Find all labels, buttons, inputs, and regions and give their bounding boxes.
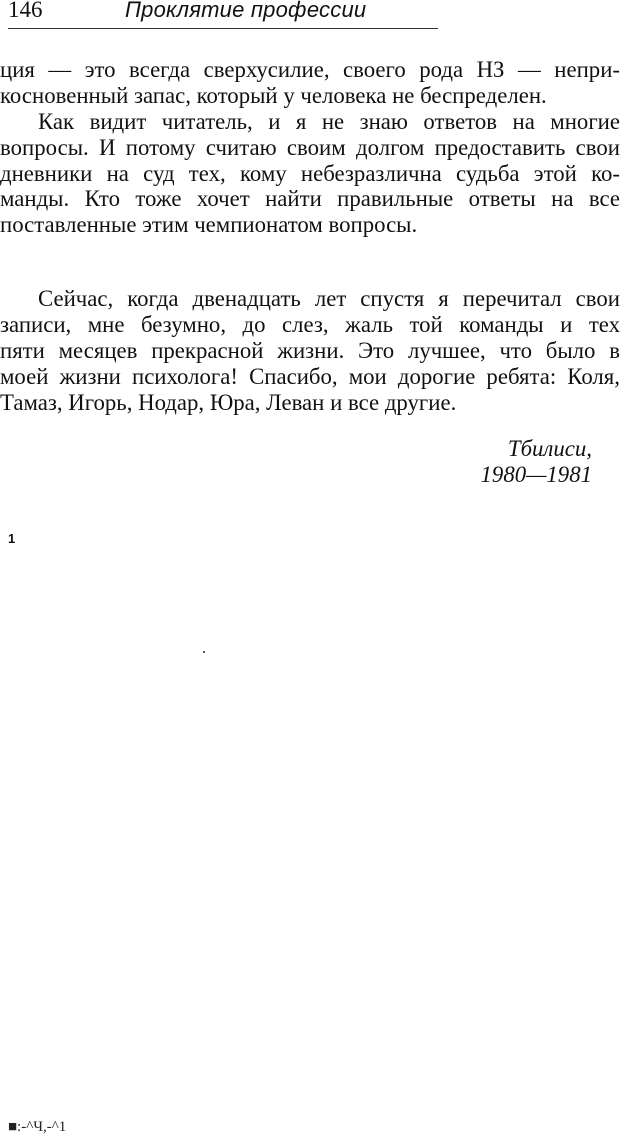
page-number: 146: [8, 0, 43, 22]
signature-block: [481, 436, 592, 488]
footnote-mark: 1: [8, 531, 16, 546]
text-line: вопросы. И потому считаю своим долгом предоставить свои: [0, 134, 620, 160]
signature-place: Тбилиси,: [507, 436, 592, 461]
running-header: [8, 0, 438, 29]
text-line: ция — это всегда сверхусилие, своего рода НЗ — непри-: [0, 57, 620, 82]
text-line: пяти месяцев прекрасной жизни. Это лучшее, что было в: [0, 337, 620, 363]
signature-years: 1980—1981: [480, 462, 592, 487]
paragraph-first-line: Сейчас, когда двенадцать лет спустя я перечитал свои: [38, 286, 620, 311]
paragraph-first-line: Как видит читатель, и я не знаю ответов на многие: [38, 108, 620, 134]
text-line: записи, мне безумно, до слез, жаль той команды и тех: [0, 311, 620, 337]
footer-scan-artifact: ■:-^Ч,-^1: [8, 1119, 67, 1135]
text-line: поставленные этим чемпионатом вопросы.: [0, 212, 418, 238]
closing-paragraph: [0, 286, 620, 415]
running-title: Проклятие профессии: [125, 0, 367, 22]
text-line: Тамаз, Игорь, Нодар, Юра, Леван и все другие.: [0, 389, 457, 415]
text-line: манды. Кто тоже хочет найти правильные ответы на все: [0, 186, 620, 212]
text-line: дневники на суд тех, кому небезразлична судьба этой ко-: [0, 160, 620, 186]
text-line: моей жизни психолога! Спасибо, мои дорогие ребята: Коля,: [0, 363, 620, 389]
scan-speck: [203, 651, 205, 653]
body-text: [0, 57, 620, 238]
text-line: косновенный запас, который у человека не беспределен.: [0, 82, 547, 108]
